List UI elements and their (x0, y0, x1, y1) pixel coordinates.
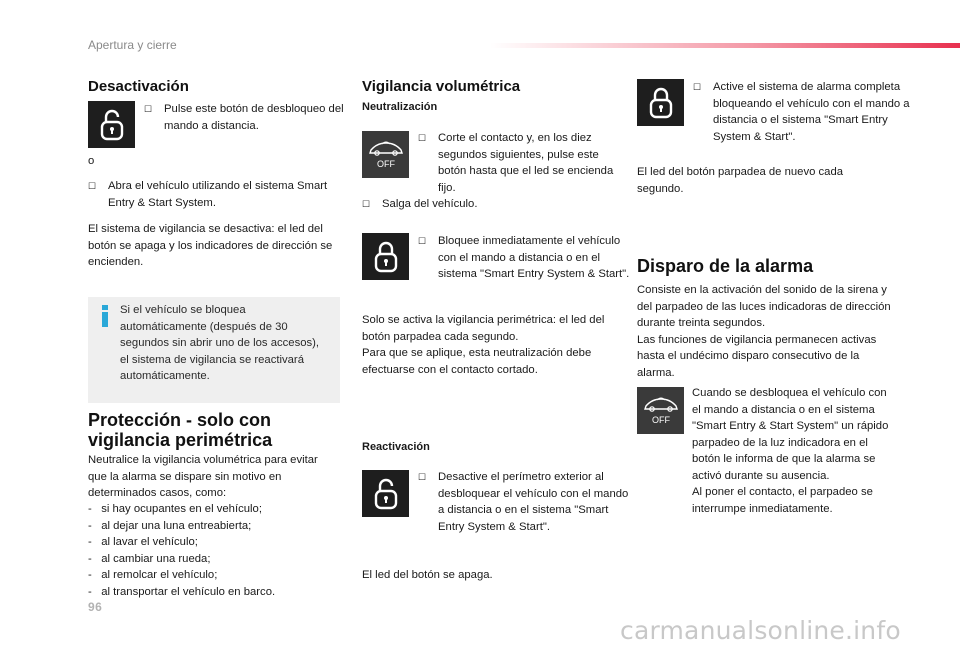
info-text: Si el vehículo se bloquea automáticamente (después de 30 segundos sin abrir uno de los accesos), el sistema de vigilancia se reactivará automáticamente. (120, 304, 320, 382)
list-item: - al dejar una luna entreabierta; (88, 519, 252, 532)
heading-disparo-alarma: Disparo de la alarma (637, 256, 814, 276)
bullet-open-vehicle: ☐ Abra el vehículo utilizando el sistema Smart Entry & Start System. (88, 180, 328, 209)
bullet-activate-full-alarm: ☐ Active el sistema de alarma completa bloqueando el vehículo con el mando a distancia o el sistema "Smart Entry System & Start". (693, 81, 910, 143)
info-icon (98, 305, 112, 327)
bullet-exit-vehicle: ☐ Salga del vehículo. (362, 196, 612, 213)
bullet-marker: ☐ (418, 472, 427, 482)
heading-desactivacion: Desactivación (88, 78, 189, 95)
or-text: o (88, 155, 95, 167)
unlock-button-icon (88, 101, 135, 148)
volumetric-off-button-icon (362, 131, 409, 178)
bullet-marker: ☐ (88, 181, 97, 191)
list-item: - al lavar el vehículo; (88, 536, 198, 548)
subheading-reactivacion: Reactivación (362, 441, 430, 453)
lock-button-icon (362, 233, 409, 280)
list-item: - al transportar el vehículo en barco. (88, 585, 276, 598)
bullet-marker: ☐ (362, 199, 371, 209)
alarm-triggered-note: Cuando se desbloquea el vehículo con el mando a distancia o en el sistema "Smart Entry & Start System" un rápido parpadeo de la luz indicadora en el botón le informa de que la alarma se activó durante su ausencia. Al poner el contacto, el parpadeo se interrumpe inmediatamente. (692, 387, 889, 515)
disparo-paragraph: Consiste en la activación del sonido de la sirena y del parpadeo de las luces indicadoras de dirección durante treinta segundos. Las funciones de vigilancia permanecen activas hasta el undécimo disparo consecutivo de la alarma. (637, 284, 891, 379)
list-item: - si hay ocupantes en el vehículo; (88, 503, 262, 515)
watermark: carmanualsonline.info (620, 616, 901, 645)
svg-text:OFF: OFF (651, 414, 670, 425)
desactivacion-paragraph: El sistema de vigilancia se desactiva: el led del botón se apaga y los indicadores de dirección se encienden. (88, 223, 333, 268)
subheading-neutralizacion: Neutralización (362, 101, 438, 113)
bullet-marker: ☐ (418, 133, 427, 143)
bullet-lock-vehicle: ☐ Bloquee inmediatamente el vehículo con el mando a distancia o en el sistema "Smart Entry System & Start". (418, 235, 630, 280)
volumetric-off-button-icon (637, 387, 684, 434)
bullet-marker: ☐ (693, 82, 702, 92)
heading-proteccion: Protección - solo con vigilancia perimétrica (88, 410, 273, 450)
page-number: 96 (88, 600, 103, 614)
led-blink-paragraph: El led del botón parpadea de nuevo cada segundo. (637, 166, 844, 195)
proteccion-intro: Neutralice la vigilancia volumétrica para evitar que la alarma se dispare sin motivo en determinados casos, como: (88, 454, 318, 499)
heading-vigilancia-volumetrica: Vigilancia volumétrica (362, 78, 521, 95)
bullet-marker: ☐ (418, 236, 427, 246)
bullet-deactivate-perimeter: ☐ Desactive el perímetro exterior al desbloquear el vehículo con el mando a distancia o en el sistema "Smart Entry System & Start". (418, 471, 629, 533)
bullet-marker: ☐ (144, 104, 153, 114)
list-item: - al remolcar el vehículo; (88, 569, 218, 581)
header-rule (490, 43, 960, 48)
proteccion-list (88, 501, 343, 600)
neutralizacion-paragraph: Solo se activa la vigilancia perimétrica: el led del botón parpadea cada segundo. Para que se aplique, esta neutralización debe efectuarse con el contacto cortado. (362, 314, 605, 376)
list-item: - al cambiar una rueda; (88, 552, 211, 565)
unlock-button-icon (362, 470, 409, 517)
info-box (88, 297, 340, 403)
bullet-ignition-off: ☐ Corte el contacto y, en los diez segundos siguientes, pulse este botón hasta que el led se encienda fijo. (418, 132, 614, 194)
reactivacion-paragraph: El led del botón se apaga. (362, 569, 493, 581)
bullet-unlock-remote: ☐ Pulse este botón de desbloqueo del mando a distancia. (144, 103, 344, 132)
section-header: Apertura y cierre (88, 38, 177, 52)
lock-button-icon (637, 79, 684, 126)
svg-text:OFF: OFF (376, 158, 395, 169)
